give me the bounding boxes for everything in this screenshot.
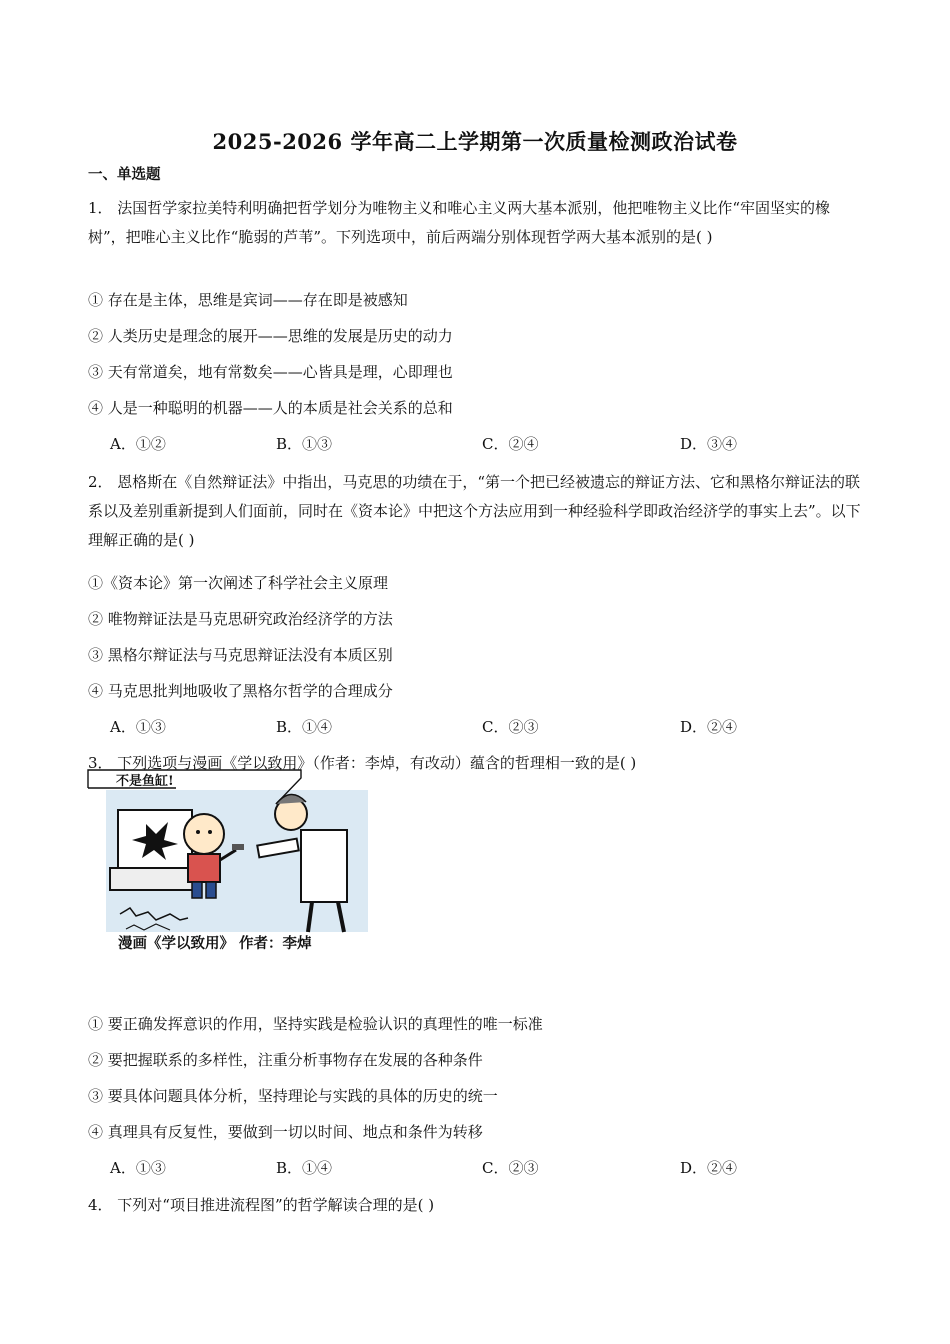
question-3-option-d[interactable]: D．②④ [680,1159,738,1177]
question-2-item-2: ② 唯物辩证法是马克思研究政治经济学的方法 [88,610,393,628]
exam-title: 2025-2026 学年高二上学期第一次质量检测政治试卷 [212,129,738,154]
question-1-item-1: ① 存在是主体，思维是宾词——存在即是被感知 [88,291,408,309]
speech-bubble-text: 不是鱼缸! [116,774,174,789]
question-2-option-a[interactable]: A．①③ [110,718,166,736]
question-3-option-b[interactable]: B．①④ [276,1159,333,1177]
question-3-stem: 3． 下列选项与漫画《学以致用》（作者：李焯，有改动）蕴含的哲理相一致的是( ) [88,754,637,772]
question-1-option-d[interactable]: D．③④ [680,435,738,453]
question-2-option-d[interactable]: D．②④ [680,718,738,736]
boy-figure [184,814,224,854]
question-1-item-3: ③ 天有常道矣，地有常数矣——心皆具是理，心即理也 [88,363,453,381]
question-2-option-b[interactable]: B．①④ [276,718,333,736]
question-3-option-a[interactable]: A．①③ [110,1159,166,1177]
question-3-item-4: ④ 真理具有反复性，要做到一切以时间、地点和条件为转移 [88,1123,483,1141]
question-1-item-2: ② 人类历史是理念的展开——思维的发展是历史的动力 [88,327,453,345]
question-1-option-a[interactable]: A．①② [110,435,166,453]
question-1-stem: 1． 法国哲学家拉美特利明确把哲学划分为唯物主义和唯心主义两大基本派别，他把唯物主义比作“牢固坚实的橡树”，把唯心主义比作“脆弱的芦苇”。下列选项中，前后两端分别体现哲学两大基本派别的是( ) [88,199,830,246]
section-heading: 一、单选题 [88,166,161,183]
question-2-option-c[interactable]: C．②③ [482,718,539,736]
question-3-item-3: ③ 要具体问题具体分析，坚持理论与实践的具体的历史的统一 [88,1087,498,1105]
question-2-options [110,716,830,738]
question-3-item-1: ① 要正确发挥意识的作用，坚持实践是检验认识的真理性的唯一标准 [88,1015,543,1033]
question-3-option-c[interactable]: C．②③ [482,1159,539,1177]
question-3-options [110,1157,830,1179]
question-1-options [110,433,830,455]
question-1-item-4: ④ 人是一种聪明的机器——人的本质是社会关系的总和 [88,399,453,417]
question-2-item-4: ④ 马克思批判地吸收了黑格尔哲学的合理成分 [88,682,393,700]
question-2-item-1: ①《资本论》第一次阐述了科学社会主义原理 [88,574,389,592]
cartoon-caption: 漫画《学以致用》 作者：李焯 [118,935,312,952]
question-1-option-c[interactable]: C．②④ [482,435,539,453]
question-3-item-2: ② 要把握联系的多样性，注重分析事物存在发展的各种条件 [88,1051,483,1069]
question-1-option-b[interactable]: B．①③ [276,435,333,453]
question-2-stem: 2． 恩格斯在《自然辩证法》中指出，马克思的功绩在于，“第一个把已经被遗忘的辩证方法、它和黑格尔辩证法的联系以及差别重新提到人们面前，同时在《资本论》中把这个方法应用到一种经验科学即政治经济学的事实上去”。以下理解正确的是( ) [88,473,861,549]
question-4-stem: 4． 下列对“项目推进流程图”的哲学解读合理的是( ) [88,1196,435,1214]
question-2-item-3: ③ 黑格尔辩证法与马克思辩证法没有本质区别 [88,646,393,664]
